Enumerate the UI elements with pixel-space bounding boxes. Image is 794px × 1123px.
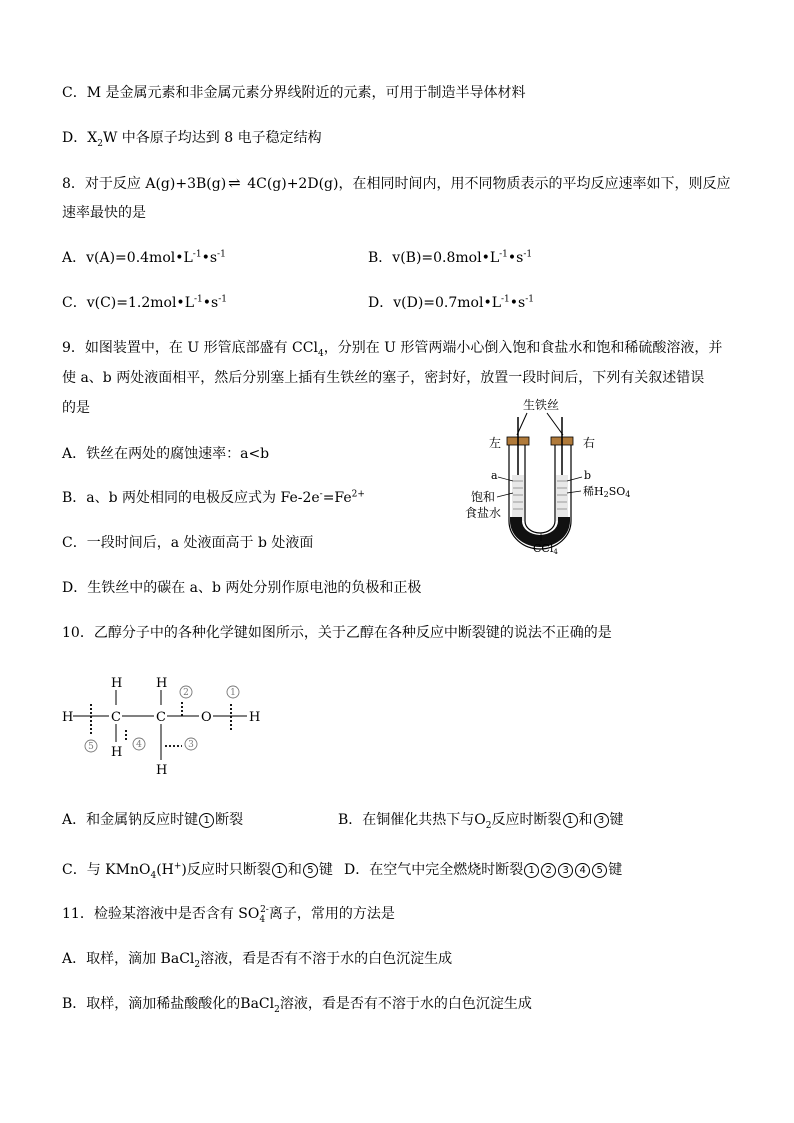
circled-number: 3 [558, 863, 573, 878]
q9-stem-line3: 的是 [62, 400, 90, 416]
q10-option-d: D．在空气中完全燃烧时断裂 1 2 3 4 5 键 [344, 862, 623, 878]
circled-number: 4 [575, 863, 590, 878]
q10-stem: 10．乙醇分子中的各种化学键如图所示，关于乙醇在各种反应中断裂键的说法不正确的是 [62, 625, 612, 641]
q9-stem-line2: 使 a、b 两处液面相平，然后分别塞上插有生铁丝的塞子，密封好，放置一段时间后，下列有关叙述错误 [62, 370, 705, 386]
wire-label: 生铁丝 [523, 398, 560, 412]
circled-number: 5 [592, 863, 607, 878]
right-label: 右 [583, 436, 596, 450]
circled-number: 5 [303, 863, 318, 878]
q10-option-c: C．与 KMnO$_4$(H+)反应时只断裂 1 和 5 键 [62, 861, 333, 881]
atom-h-c2-top: H [156, 676, 168, 691]
u-tube-figure [455, 395, 655, 560]
point-a-label: a [491, 469, 498, 482]
circled-number: 1 [524, 863, 539, 878]
q11-option-b: B．取样，滴加稀盐酸酸化的BaCl$_2$溶液，看是否有不溶于水的白色沉淀生成 [62, 996, 532, 1015]
point-b-label: b [584, 469, 592, 482]
q8-option-a: A．$v(A)=0.4mol•L^{-1}•s^{-1}$ [62, 249, 226, 266]
atom-h-c1-bottom: H [111, 745, 123, 760]
circled-number: 1 [563, 813, 578, 828]
q8-option-c: C．$v(C)=1.2mol•L^{-1}•s^{-1}$ [62, 294, 228, 311]
circled-number: 3 [594, 813, 609, 828]
bond-num-5: 5 [88, 742, 94, 752]
q9-option-b: B．a、b 两处相同的电极反应式为 $Fe-2e^-=Fe^{2+}$ [62, 489, 365, 506]
bond-num-2: 2 [183, 688, 189, 698]
atom-c2: C [156, 710, 166, 725]
left-label: 左 [489, 436, 502, 450]
salt-label-line1: 饱和 [471, 490, 496, 504]
q8-option-b: B．$v(B)=0.8mol•L^{-1}•s^{-1}$ [368, 249, 533, 266]
q7-option-c: C．M 是金属元素和非金属元素分界线附近的元素，可用于制造半导体材料 [62, 85, 526, 101]
ccl4-label: CCl4 [533, 542, 558, 556]
q7-option-d: D．$X_2W$ 中各原子均达到 8 电子稳定结构 [62, 130, 322, 149]
atom-h-right: H [249, 710, 261, 725]
atom-o: O [201, 710, 212, 725]
ethanol-structure [60, 672, 280, 780]
bond-num-1: 1 [230, 688, 236, 698]
bond-num-4: 4 [136, 740, 142, 750]
q9-option-c: C．一段时间后，a 处液面高于 b 处液面 [62, 535, 314, 551]
q8-stem-line2: 速率最快的是 [62, 205, 146, 221]
q11-option-a: A．取样，滴加 BaCl$_2$溶液，看是否有不溶于水的白色沉淀生成 [62, 951, 453, 970]
atom-c1: C [111, 710, 121, 725]
atom-h-left: H [62, 710, 74, 725]
q9-option-a: A．铁丝在两处的腐蚀速率：a<b [62, 446, 270, 462]
q8-option-d: D．$v(D)=0.7mol•L^{-1}•s^{-1}$ [368, 294, 535, 311]
circled-number: 1 [199, 813, 214, 828]
acid-label: 稀H2SO4 [583, 485, 631, 499]
atom-h-c2-bottom: H [156, 763, 168, 778]
circled-number: 1 [272, 863, 287, 878]
circled-number: 2 [541, 863, 556, 878]
salt-label-line2: 食盐水 [465, 506, 502, 520]
q11-stem: 11．检验某溶液中是否含有 $SO_4^{2-}$离子，常用的方法是 [62, 905, 395, 925]
q9-option-d: D．生铁丝中的碳在 a、b 两处分别作原电池的负极和正极 [62, 580, 422, 596]
atom-h-c1-top: H [111, 676, 123, 691]
q10-option-b: B．在铜催化共热下与$O_2$反应时断裂 1 和 3 键 [338, 812, 624, 831]
q8-stem: 8．对于反应 A(g)+3B(g) ⇌ 4C(g)+2D(g)，在相同时间内，用不同物质表示的平均反应速率如下，则反应 [62, 174, 731, 192]
bond-num-3: 3 [188, 740, 194, 750]
q9-stem: 9．如图装置中，在 U 形管底部盛有 CCl$_4$，分别在 U 形管两端小心倒入饱和食盐水和饱和稀硫酸溶液，并 [62, 340, 723, 359]
q10-option-a: A．和金属钠反应时键 1 断裂 [62, 812, 244, 828]
equilibrium-arrow-icon: ⇌ [228, 174, 241, 192]
